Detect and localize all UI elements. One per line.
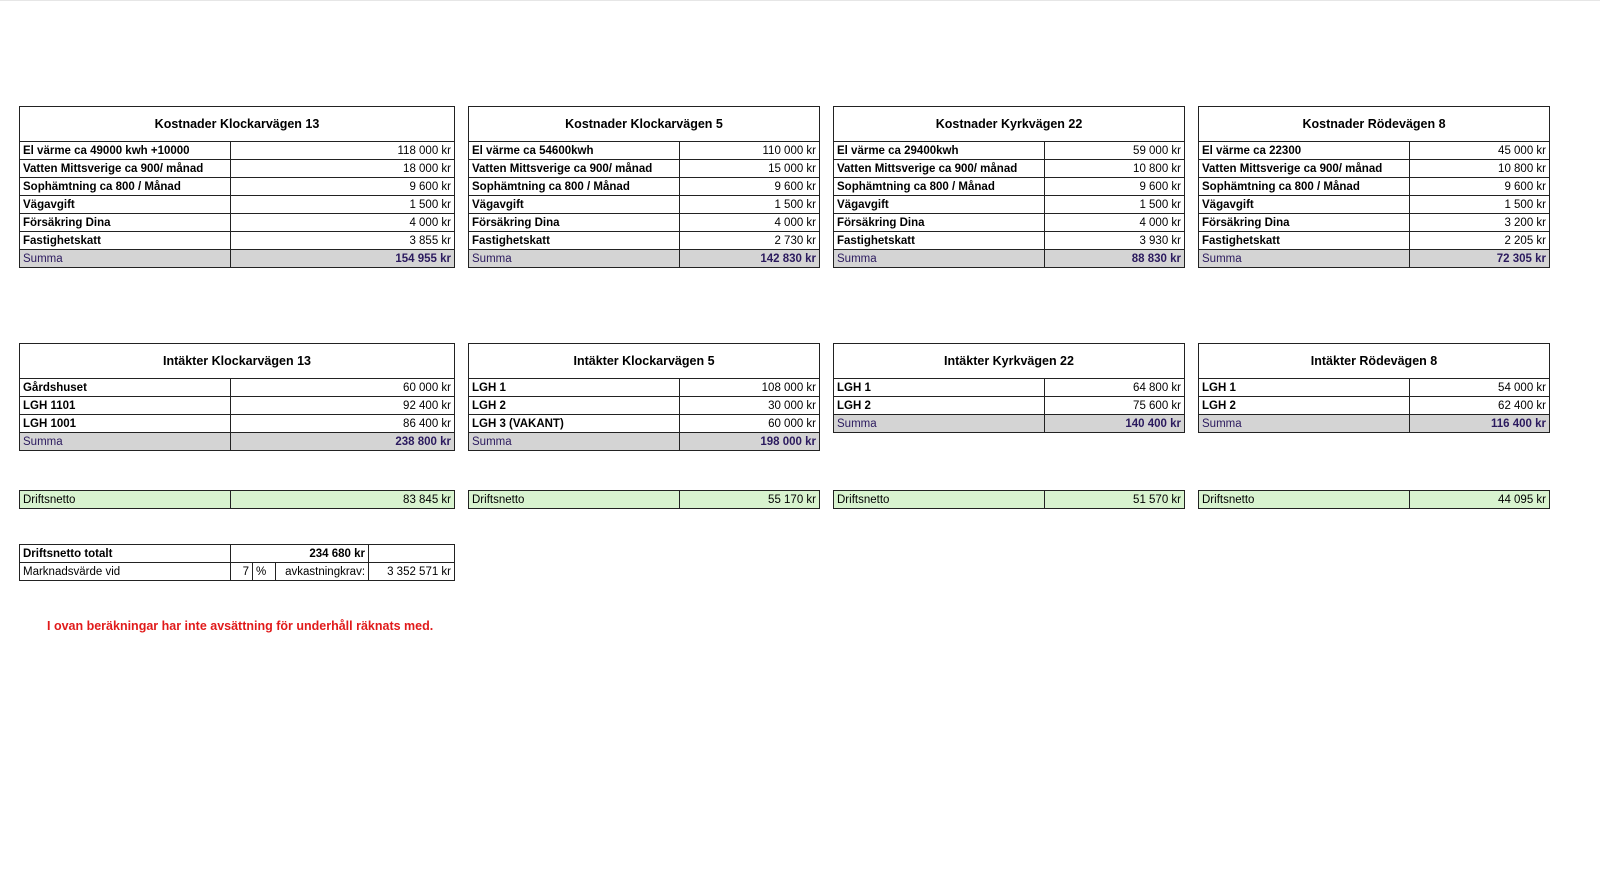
net-row-rodevagen-8 — [1198, 490, 1550, 509]
cost-table-kyrkvagen-22 — [833, 106, 1185, 268]
table-row — [20, 214, 455, 232]
row-label[interactable]: LGH 1 — [1199, 379, 1410, 397]
row-value[interactable]: 2 730 kr — [680, 232, 820, 250]
table-row — [834, 196, 1185, 214]
empty-cell[interactable] — [369, 545, 455, 563]
row-label[interactable]: El värme ca 29400kwh — [834, 142, 1045, 160]
row-label[interactable]: Fastighetskatt — [20, 232, 231, 250]
sum-row — [1199, 250, 1550, 268]
sum-row — [20, 250, 455, 268]
sum-row — [20, 433, 455, 451]
row-value[interactable]: 45 000 kr — [1410, 142, 1550, 160]
row-label[interactable]: Försäkring Dina — [469, 214, 680, 232]
table-row — [834, 142, 1185, 160]
row-value[interactable]: 9 600 kr — [231, 178, 455, 196]
net-row-klockarvagen-5 — [468, 490, 820, 509]
table-row — [469, 415, 820, 433]
total-table — [19, 544, 455, 581]
sum-row — [834, 415, 1185, 433]
sum-value[interactable]: 142 830 kr — [680, 250, 820, 268]
market-value-row — [20, 563, 455, 581]
row-label[interactable]: El värme ca 49000 kwh +10000 — [20, 142, 231, 160]
table-row — [20, 196, 455, 214]
row-value[interactable]: 3 855 kr — [231, 232, 455, 250]
row-label[interactable]: LGH 2 — [469, 397, 680, 415]
maintenance-note: I ovan beräkningar har inte avsättning för underhåll räknats med. — [47, 619, 434, 633]
row-value[interactable]: 4 000 kr — [231, 214, 455, 232]
table-row — [469, 397, 820, 415]
row-label[interactable]: LGH 1 — [834, 379, 1045, 397]
total-value[interactable]: 234 680 kr — [231, 545, 369, 563]
row-label[interactable]: Vägavgift — [20, 196, 231, 214]
row-value[interactable]: 60 000 kr — [231, 379, 455, 397]
row-label[interactable]: LGH 3 (VAKANT) — [469, 415, 680, 433]
row-value[interactable]: 1 500 kr — [680, 196, 820, 214]
table-row — [1199, 196, 1550, 214]
top-border — [0, 0, 1600, 1]
table-row — [834, 214, 1185, 232]
table-row — [20, 232, 455, 250]
sum-value[interactable]: 88 830 kr — [1045, 250, 1185, 268]
income-table-rodevagen-8 — [1198, 343, 1550, 433]
table-row — [834, 379, 1185, 397]
table-row — [469, 379, 820, 397]
cost-table-rodevagen-8 — [1198, 106, 1550, 268]
row-value[interactable]: 10 800 kr — [1410, 160, 1550, 178]
requirement-label[interactable]: avkastningkrav: — [276, 563, 369, 581]
sum-label[interactable]: Summa — [834, 415, 1045, 433]
table-row — [1199, 379, 1550, 397]
row-label[interactable]: Sophämtning ca 800 / Månad — [469, 178, 680, 196]
row-label[interactable]: Vägavgift — [1199, 196, 1410, 214]
net-label[interactable]: Driftsnetto — [20, 491, 231, 509]
table-row — [1199, 178, 1550, 196]
row-label[interactable]: LGH 1001 — [20, 415, 231, 433]
row-value[interactable]: 54 000 kr — [1410, 379, 1550, 397]
income-table-title: Intäkter Klockarvägen 13 — [20, 344, 455, 379]
table-row — [20, 415, 455, 433]
row-value[interactable]: 4 000 kr — [1045, 214, 1185, 232]
sum-label[interactable]: Summa — [20, 433, 231, 451]
row-label[interactable]: Vatten Mittsverige ca 900/ månad — [469, 160, 680, 178]
row-label[interactable]: Försäkring Dina — [1199, 214, 1410, 232]
row-value[interactable]: 92 400 kr — [231, 397, 455, 415]
row-value[interactable]: 60 000 kr — [680, 415, 820, 433]
row-value[interactable]: 9 600 kr — [1045, 178, 1185, 196]
row-value[interactable]: 75 600 kr — [1045, 397, 1185, 415]
table-row — [20, 142, 455, 160]
sum-label[interactable]: Summa — [469, 250, 680, 268]
sum-label[interactable]: Summa — [1199, 250, 1410, 268]
cost-table-title: Kostnader Rödevägen 8 — [1199, 107, 1550, 142]
sum-value[interactable]: 140 400 kr — [1045, 415, 1185, 433]
row-label[interactable]: Fastighetskatt — [834, 232, 1045, 250]
row-value[interactable]: 18 000 kr — [231, 160, 455, 178]
row-label[interactable]: Gårdshuset — [20, 379, 231, 397]
table-row — [1199, 232, 1550, 250]
cost-table-title: Kostnader Kyrkvägen 22 — [834, 107, 1185, 142]
row-label[interactable]: Sophämtning ca 800 / Månad — [1199, 178, 1410, 196]
total-label[interactable]: Driftsnetto totalt — [20, 545, 231, 563]
net-row-kyrkvagen-22 — [833, 490, 1185, 509]
row-label[interactable]: El värme ca 54600kwh — [469, 142, 680, 160]
net-label[interactable]: Driftsnetto — [1199, 491, 1410, 509]
table-row — [469, 232, 820, 250]
row-label[interactable]: LGH 1101 — [20, 397, 231, 415]
sum-value[interactable]: 72 305 kr — [1410, 250, 1550, 268]
net-row-klockarvagen-13 — [19, 490, 455, 509]
row-value[interactable]: 15 000 kr — [680, 160, 820, 178]
row-value[interactable]: 3 930 kr — [1045, 232, 1185, 250]
sum-value[interactable]: 198 000 kr — [680, 433, 820, 451]
row-value[interactable]: 64 800 kr — [1045, 379, 1185, 397]
sum-label[interactable]: Summa — [20, 250, 231, 268]
row-value[interactable]: 10 800 kr — [1045, 160, 1185, 178]
table-row — [469, 142, 820, 160]
table-row — [469, 160, 820, 178]
income-table-title: Intäkter Rödevägen 8 — [1199, 344, 1550, 379]
total-row — [20, 545, 455, 563]
row-label[interactable]: El värme ca 22300 — [1199, 142, 1410, 160]
row-label[interactable]: Vägavgift — [834, 196, 1045, 214]
row-value[interactable]: 1 500 kr — [1045, 196, 1185, 214]
row-label[interactable]: Sophämtning ca 800 / Månad — [834, 178, 1045, 196]
net-value[interactable]: 51 570 kr — [1045, 491, 1185, 509]
income-table-klockarvagen-5 — [468, 343, 820, 451]
net-label[interactable]: Driftsnetto — [834, 491, 1045, 509]
table-row — [834, 232, 1185, 250]
row-label[interactable]: Försäkring Dina — [834, 214, 1045, 232]
row-label[interactable]: Sophämtning ca 800 / Månad — [20, 178, 231, 196]
row-value[interactable]: 110 000 kr — [680, 142, 820, 160]
table-row — [834, 178, 1185, 196]
table-row — [1199, 160, 1550, 178]
row-label[interactable]: Fastighetskatt — [1199, 232, 1410, 250]
row-value[interactable]: 1 500 kr — [231, 196, 455, 214]
net-value[interactable]: 83 845 kr — [231, 491, 455, 509]
sum-label[interactable]: Summa — [834, 250, 1045, 268]
income-table-klockarvagen-13 — [19, 343, 455, 451]
table-row — [834, 397, 1185, 415]
row-label[interactable]: Vägavgift — [469, 196, 680, 214]
row-value[interactable]: 30 000 kr — [680, 397, 820, 415]
sum-row — [469, 250, 820, 268]
rate-value[interactable]: 7 — [231, 563, 253, 581]
table-row — [1199, 142, 1550, 160]
row-value[interactable]: 108 000 kr — [680, 379, 820, 397]
table-row — [1199, 214, 1550, 232]
row-label[interactable]: Fastighetskatt — [469, 232, 680, 250]
table-row — [20, 160, 455, 178]
row-value[interactable]: 2 205 kr — [1410, 232, 1550, 250]
sum-value[interactable]: 116 400 kr — [1410, 415, 1550, 433]
income-table-title: Intäkter Klockarvägen 5 — [469, 344, 820, 379]
cost-table-title: Kostnader Klockarvägen 5 — [469, 107, 820, 142]
table-row — [469, 178, 820, 196]
row-value[interactable]: 62 400 kr — [1410, 397, 1550, 415]
percent-sign[interactable]: % — [253, 563, 276, 581]
row-label[interactable]: LGH 2 — [834, 397, 1045, 415]
sum-row — [469, 433, 820, 451]
sum-value[interactable]: 238 800 kr — [231, 433, 455, 451]
net-label[interactable]: Driftsnetto — [469, 491, 680, 509]
income-table-title: Intäkter Kyrkvägen 22 — [834, 344, 1185, 379]
sum-label[interactable]: Summa — [1199, 415, 1410, 433]
row-value[interactable]: 86 400 kr — [231, 415, 455, 433]
net-value[interactable]: 44 095 kr — [1410, 491, 1550, 509]
row-value[interactable]: 1 500 kr — [1410, 196, 1550, 214]
row-value[interactable]: 9 600 kr — [680, 178, 820, 196]
row-value[interactable]: 3 200 kr — [1410, 214, 1550, 232]
market-value[interactable]: 3 352 571 kr — [369, 563, 455, 581]
row-label[interactable]: Vatten Mittsverige ca 900/ månad — [1199, 160, 1410, 178]
market-label[interactable]: Marknadsvärde vid — [20, 563, 231, 581]
row-value[interactable]: 9 600 kr — [1410, 178, 1550, 196]
table-row — [834, 160, 1185, 178]
row-value[interactable]: 118 000 kr — [231, 142, 455, 160]
table-row — [1199, 397, 1550, 415]
table-row — [20, 379, 455, 397]
table-row — [20, 178, 455, 196]
cost-table-klockarvagen-13 — [19, 106, 455, 268]
row-label[interactable]: Vatten Mittsverige ca 900/ månad — [834, 160, 1045, 178]
row-label[interactable]: LGH 2 — [1199, 397, 1410, 415]
table-row — [469, 214, 820, 232]
table-row — [20, 397, 455, 415]
sum-row — [834, 250, 1185, 268]
row-label[interactable]: LGH 1 — [469, 379, 680, 397]
cost-table-klockarvagen-5 — [468, 106, 820, 268]
sum-value[interactable]: 154 955 kr — [231, 250, 455, 268]
cost-table-title: Kostnader Klockarvägen 13 — [20, 107, 455, 142]
table-row — [469, 196, 820, 214]
net-value[interactable]: 55 170 kr — [680, 491, 820, 509]
sum-row — [1199, 415, 1550, 433]
sum-label[interactable]: Summa — [469, 433, 680, 451]
row-label[interactable]: Vatten Mittsverige ca 900/ månad — [20, 160, 231, 178]
row-value[interactable]: 4 000 kr — [680, 214, 820, 232]
income-table-kyrkvagen-22 — [833, 343, 1185, 433]
row-value[interactable]: 59 000 kr — [1045, 142, 1185, 160]
row-label[interactable]: Försäkring Dina — [20, 214, 231, 232]
